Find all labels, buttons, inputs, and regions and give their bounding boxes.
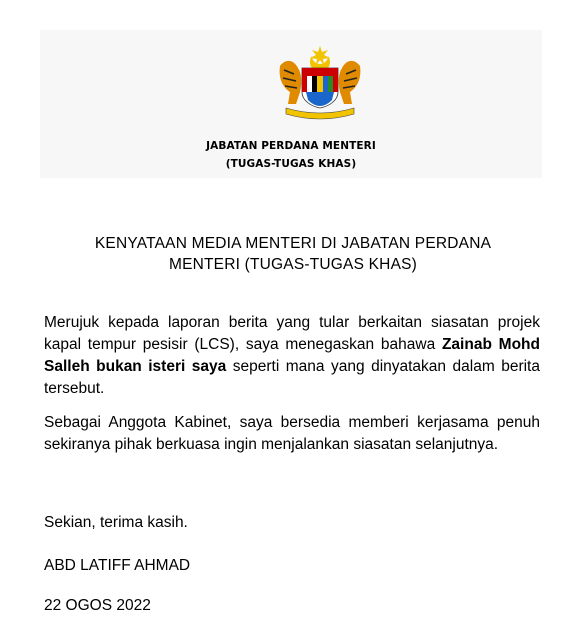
- signatory-name: ABD LATIFF AHMAD: [44, 557, 191, 574]
- paragraph-1-emphasis: Zainab Mohd Salleh bukan isteri saya: [44, 336, 540, 375]
- department-name: JABATAN PERDANA MENTERI: [206, 140, 376, 152]
- document-title: [30, 233, 556, 275]
- statement-date: 22 OGOS 2022: [44, 597, 151, 614]
- statement-paragraph-1: [44, 312, 540, 400]
- letterhead: [40, 30, 542, 178]
- paragraph-1-text: Merujuk kepada laporan berita yang tular berkaitan siasatan projek kapal tempur pesisir (LCS), saya menegaskan bahawa: [44, 314, 540, 353]
- title-line-2: MENTERI (TUGAS-TUGAS KHAS): [168, 256, 418, 273]
- department-subtitle: (TUGAS-TUGAS KHAS): [225, 158, 357, 170]
- coat-of-arms-icon: [272, 44, 368, 120]
- statement-paragraph-2: Sebagai Anggota Kabinet, saya bersedia memberi kerjasama penuh sekiranya pihak berkuasa ingin menjalankan siasatan selanjutnya.: [44, 414, 540, 453]
- title-line-1: KENYATAAN MEDIA MENTERI DI JABATAN PERDANA: [94, 235, 492, 252]
- closing-line: Sekian, terima kasih.: [44, 514, 188, 531]
- paragraph-1-text-end: seperti mana yang dinyatakan dalam berita tersebut.: [44, 358, 540, 397]
